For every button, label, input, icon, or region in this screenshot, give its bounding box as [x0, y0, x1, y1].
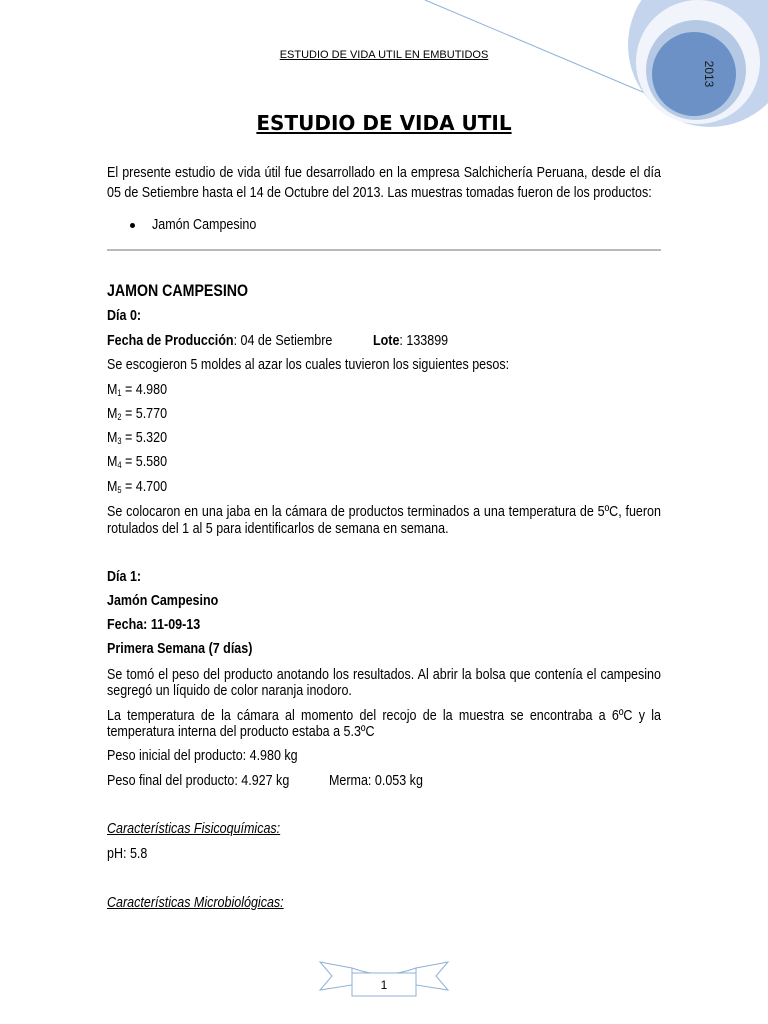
weight-index: 4	[117, 460, 122, 470]
day1-label: Día 1:	[107, 568, 142, 585]
lot-number	[373, 332, 540, 350]
samples-intro: Se escogieron 5 moldes al azar los cuales tuvieron los siguientes pesos:	[107, 356, 510, 373]
temperature-paragraph: La temperatura de la cámara al momento del recojo de la muestra se encontraba a 6ºC y la temperatura interna del producto estaba a 5.3ºC	[107, 707, 661, 740]
weight-symbol: M	[107, 429, 118, 446]
ribbon-right-tail	[416, 962, 448, 990]
microbiological-heading-text: Características Microbiológicas:	[107, 894, 284, 911]
production-date-value: : 04 de Setiembre	[233, 332, 333, 349]
weight-value: = 4.700	[124, 478, 168, 495]
lot-value: : 133899	[399, 332, 449, 349]
day0-label: Día 0:	[107, 307, 142, 324]
shrinkage: Merma: 0.053 kg	[329, 772, 423, 789]
microbiological-heading	[107, 894, 661, 912]
ph-value: pH: 5.8	[107, 845, 148, 862]
section-heading: JAMON CAMPESINO	[107, 281, 249, 300]
final-weight: Peso final del producto: 4.927 kg	[107, 772, 290, 789]
weight-value: = 5.770	[124, 405, 168, 422]
day1-date: Fecha: 11-09-13	[107, 616, 201, 633]
weight-index: 2	[117, 412, 122, 422]
physicochemical-heading-text: Características Fisicoquímicas:	[107, 820, 281, 837]
weight-row	[107, 453, 661, 471]
day1-product: Jamón Campesino	[107, 592, 219, 609]
intro-paragraph: El presente estudio de vida útil fue desarrollado en la empresa Salchichería Peruana, desde el día 05 de Setiembre hasta el 14 de Octubre del 2013. Las muestras tomadas fueron de los productos:	[107, 164, 661, 201]
page-title: ESTUDIO DE VIDA UTIL	[256, 111, 512, 135]
core-circle	[652, 32, 736, 116]
list-item: Jamón Campesino	[152, 216, 257, 233]
divider	[107, 249, 661, 251]
weight-row	[107, 429, 661, 447]
bullet-icon	[130, 223, 135, 228]
weight-index: 5	[117, 485, 122, 495]
production-date	[107, 332, 357, 350]
weight-symbol: M	[107, 453, 118, 470]
weight-symbol: M	[107, 478, 118, 495]
weight-value: = 5.580	[124, 453, 168, 470]
weight-index: 1	[117, 388, 122, 398]
weight-symbol: M	[107, 381, 118, 398]
weight-row	[107, 478, 661, 496]
physicochemical-heading	[107, 820, 661, 838]
page-number: 1	[380, 978, 388, 992]
weight-row	[107, 381, 661, 399]
year-badge: 2013	[701, 60, 716, 88]
weight-value: = 5.320	[124, 429, 168, 446]
running-header: ESTUDIO DE VIDA UTIL EN EMBUTIDOS	[279, 49, 489, 61]
lot-label: Lote	[373, 332, 400, 349]
initial-weight: Peso inicial del producto: 4.980 kg	[107, 747, 298, 764]
weight-row	[107, 405, 661, 423]
ribbon-left-tail	[320, 962, 352, 990]
weight-value: = 4.980	[124, 381, 168, 398]
page-number-ribbon	[310, 955, 460, 1005]
production-date-label: Fecha de Producción	[107, 332, 234, 349]
weight-symbol: M	[107, 405, 118, 422]
day1-week: Primera Semana (7 días)	[107, 640, 253, 657]
weight-index: 3	[117, 436, 122, 446]
observation-paragraph: Se tomó el peso del producto anotando los resultados. Al abrir la bolsa que contenía el campesino segregó un líquido de color naranja inodoro.	[107, 666, 661, 699]
storage-note: Se colocaron en una jaba en la cámara de productos terminados a una temperatura de 5ºC, fueron rotulados del 1 al 5 para identificarlos de semana en semana.	[107, 503, 661, 537]
